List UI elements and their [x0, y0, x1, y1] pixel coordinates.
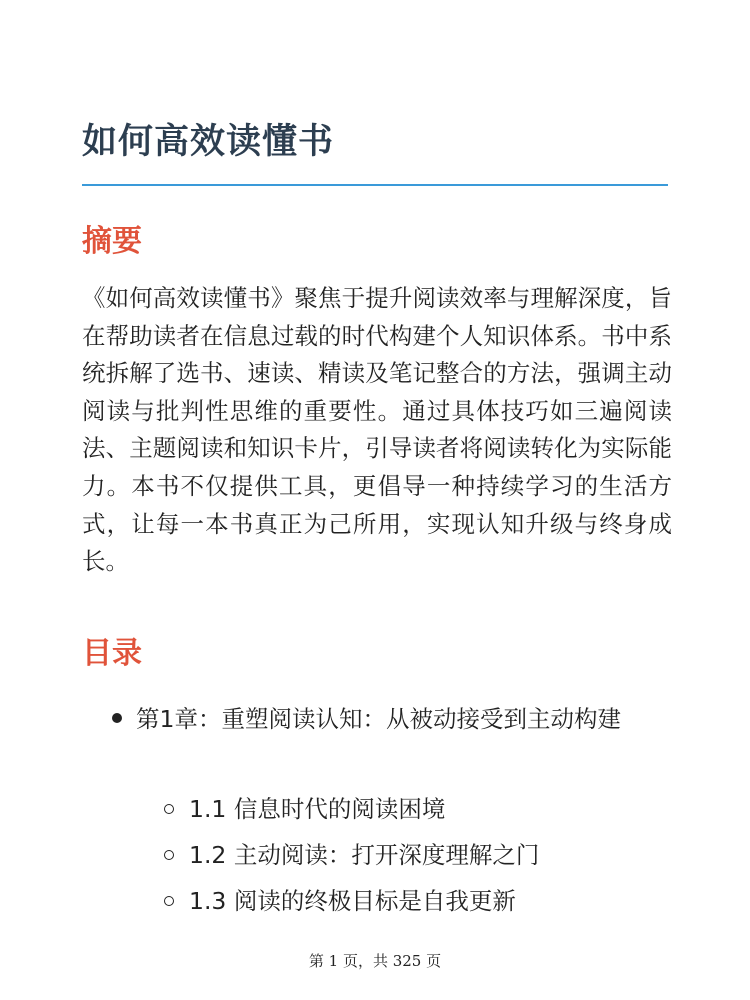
toc-chapter-1[interactable]: 第1章：重塑阅读认知：从被动接受到主动构建 — [136, 705, 621, 733]
bullet-disc-icon — [112, 713, 122, 723]
bullet-circle-icon — [164, 896, 174, 906]
toc-section-1-1[interactable]: 1.1 信息时代的阅读困境 — [189, 795, 446, 823]
toc-section-1-3[interactable]: 1.3 阅读的终极目标是自我更新 — [189, 887, 516, 915]
toc-heading: 目录 — [82, 636, 142, 671]
bullet-circle-icon — [164, 850, 174, 860]
summary-heading: 摘要 — [82, 224, 142, 259]
document-title: 如何高效读懂书 — [82, 122, 335, 162]
title-divider — [82, 184, 668, 186]
bullet-circle-icon — [164, 804, 174, 814]
toc-section-1-2[interactable]: 1.2 主动阅读：打开深度理解之门 — [189, 841, 540, 869]
summary-paragraph: 《如何高效读懂书》聚焦于提升阅读效率与理解深度，旨在帮助读者在信息过载的时代构建个人知识体系。书中系统拆解了选书、速读、精读及笔记整合的方法，强调主动阅读与批判性思维的重要性。通过具体技巧如三遍阅读法、主题阅读和知识卡片，引导读者将阅读转化为实际能力。本书不仅提供工具，更倡导一种持续学习的生活方式，让每一本书真正为己所用，实现认知升级与终身成长。 — [82, 284, 672, 576]
page-footer: 第 1 页，共 325 页 — [308, 952, 442, 970]
